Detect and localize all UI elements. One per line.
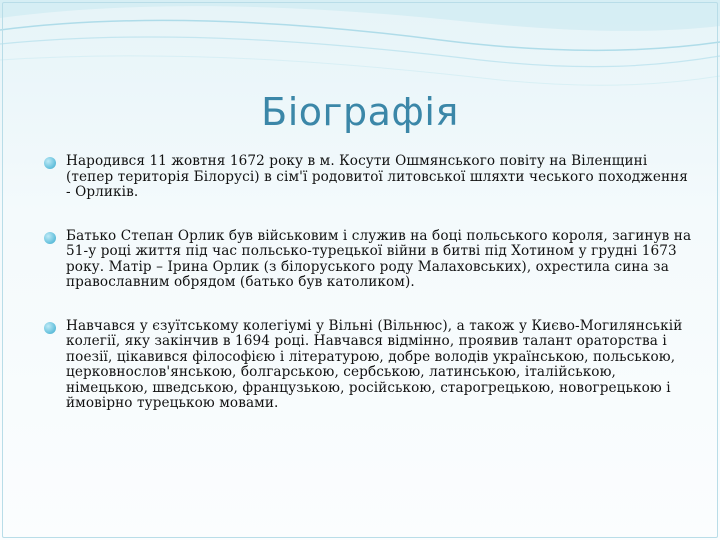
bullet-item — [44, 319, 694, 412]
bullet-list — [44, 154, 694, 440]
bullet-item — [44, 154, 694, 201]
bullet-text: Навчався у єзуїтському колегіумі у Вільні (Вільнюс), а також у Києво-Могилянській колегії, яку закінчив в 1694 році. Навчався відмінно, проявив талант ораторства і поезії, цікавився філософією і літературою, добре володів українською, польською, церковнослов'янською, болгарською, сербською, латинською, італійською, німецькою, шведською, французькою, російською, старогрецькою, новогрецькою і ймовірно турецькою мовами. — [66, 317, 683, 411]
bullet-text: Народився 11 жовтня 1672 року в м. Косути Ошмянського повіту на Віленщині (тепер територія Білорусі) в сім'ї родовитої литовської шляхти чеського походження - Орликів. — [66, 153, 688, 200]
bullet-text: Батько Степан Орлик був військовим і служив на боці польського короля, загинув на 51-у році життя під час польсько-турецької війни в битві під Хотином у грудні 1673 року. Матір – Ірина Орлик (з білоруського роду Малахoвських), охрестила сина за православним обрядом (батько був католиком). — [66, 227, 692, 290]
bullet-icon — [44, 232, 56, 244]
slide-title: Біографія — [261, 90, 459, 134]
bullet-item — [44, 229, 694, 291]
bullet-icon — [44, 157, 56, 169]
bullet-icon — [44, 322, 56, 334]
